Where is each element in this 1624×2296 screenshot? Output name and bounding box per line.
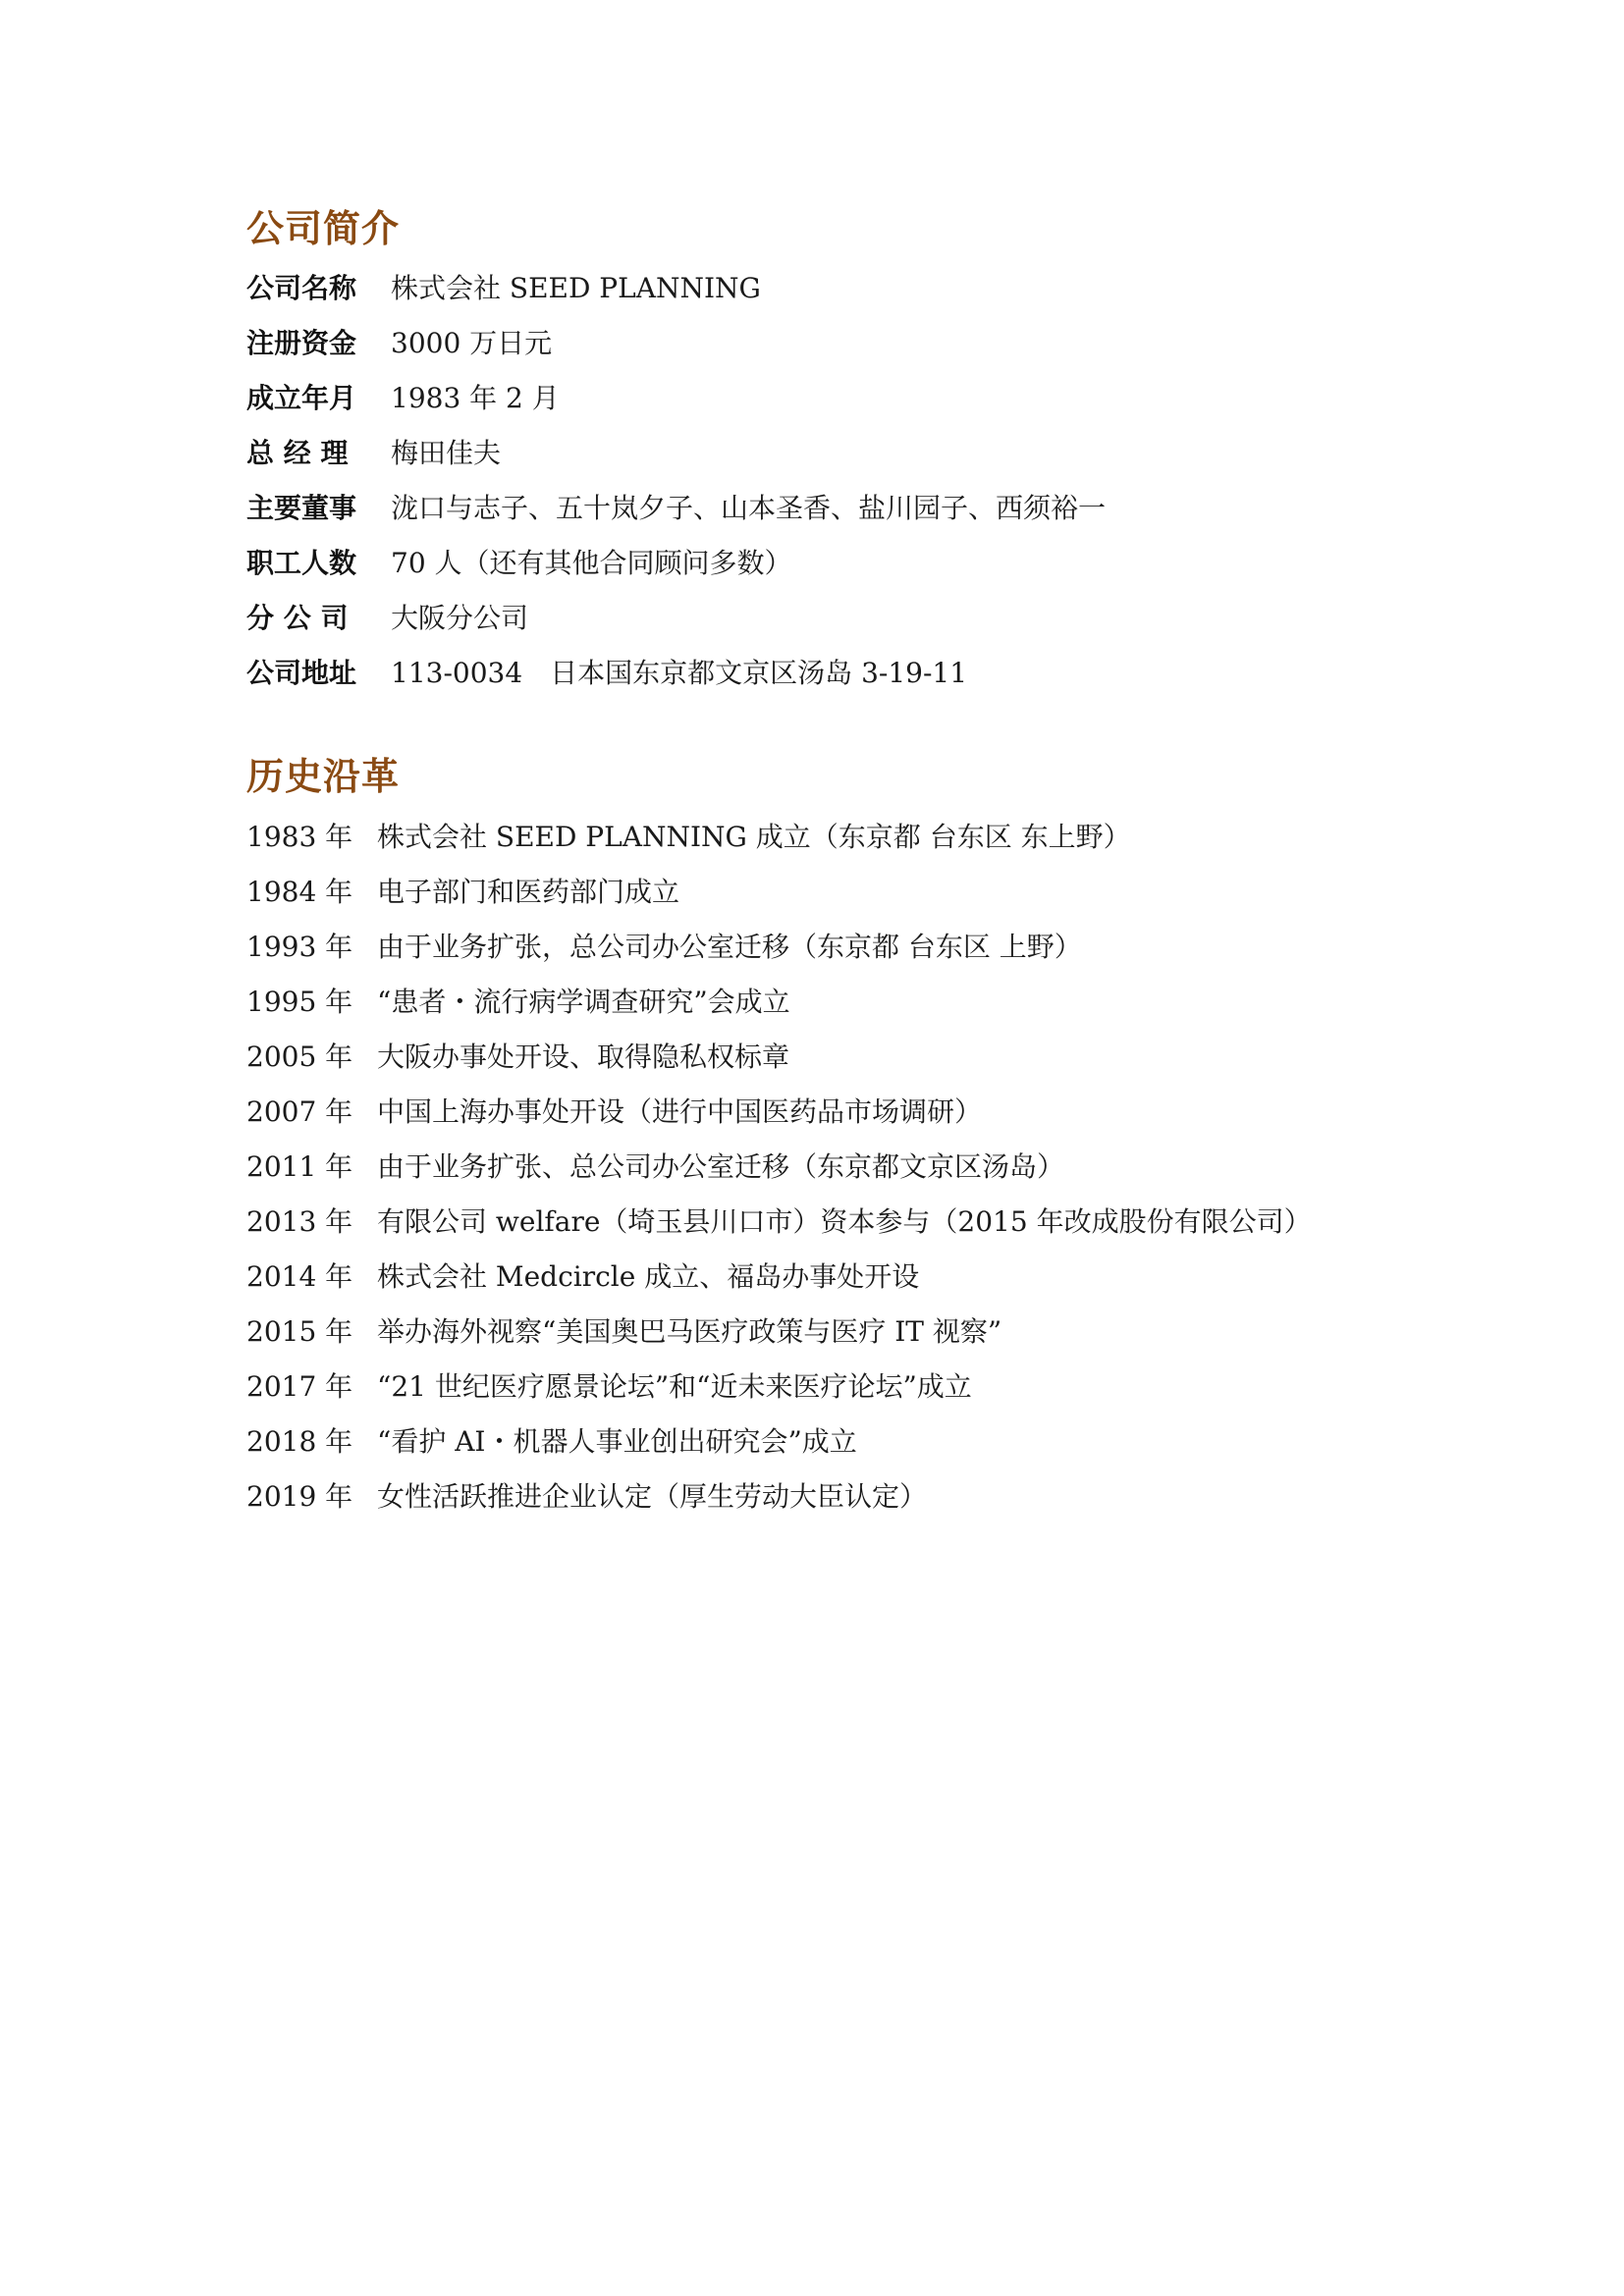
history-row [246,1413,1312,1468]
history-event: 女性活跃推进企业认定（厚生劳动大臣认定） [377,1480,928,1513]
history-year: 2011 年 [246,1150,353,1183]
profile-label: 注册资金 [246,327,357,359]
history-year: 1984 年 [246,876,353,908]
profile-label: 分 公 司 [246,602,349,634]
history-row [246,973,1312,1028]
history-year: 1995 年 [246,986,353,1018]
history-year: 2007 年 [246,1095,353,1128]
company-profile-table [246,259,1106,699]
profile-label: 主要董事 [246,492,357,524]
history-row [246,1028,1312,1083]
profile-row [246,259,1106,314]
profile-row [246,589,1106,644]
history-row [246,1248,1312,1303]
history-year: 1983 年 [246,821,353,853]
profile-value: 1983 年 2 月 [391,382,560,414]
history-year: 2018 年 [246,1425,353,1458]
history-year: 2017 年 [246,1370,353,1403]
profile-value: 3000 万日元 [391,327,553,359]
history-row [246,1138,1312,1193]
history-row [246,1303,1312,1358]
history-event: 株式会社 SEED PLANNING 成立（东京都 台东区 东上野） [377,821,1131,853]
history-event: 电子部门和医药部门成立 [377,876,680,908]
profile-row [246,644,1106,699]
history-event: “患者・流行病学调查研究”会成立 [377,986,790,1018]
profile-label: 成立年月 [246,382,357,414]
profile-row [246,534,1106,589]
history-year: 2019 年 [246,1480,353,1513]
history-event: 有限公司 welfare（埼玉县川口市）资本参与（2015 年改成股份有限公司） [377,1205,1312,1238]
history-event: 中国上海办事处开设（进行中国医药品市场调研） [377,1095,983,1128]
profile-row [246,424,1106,479]
history-event: “21 世纪医疗愿景论坛”和“近未来医疗论坛”成立 [377,1370,972,1403]
history-year: 2013 年 [246,1205,353,1238]
history-year: 2015 年 [246,1315,353,1348]
profile-row [246,369,1106,424]
history-event: 由于业务扩张、总公司办公室迁移（东京都文京区汤岛） [377,1150,1065,1183]
profile-label: 公司名称 [246,272,357,304]
company-profile-heading: 公司简介 [246,207,401,250]
profile-label: 总 经 理 [246,437,349,469]
history-event: 由于业务扩张，总公司办公室迁移（东京都 台东区 上野） [377,931,1082,963]
profile-value: 株式会社 SEED PLANNING [391,272,761,304]
profile-value: 梅田佳夫 [391,437,502,469]
profile-label: 职工人数 [246,547,357,579]
profile-value: 113-0034 日本国东京都文京区汤岛 3-19-11 [391,657,968,689]
profile-value: 大阪分公司 [391,602,529,634]
history-row [246,1193,1312,1248]
history-row [246,1468,1312,1522]
history-event: 举办海外视察“美国奥巴马医疗政策与医疗 IT 视察” [377,1315,1002,1348]
history-heading: 历史沿革 [246,755,401,798]
profile-value: 70 人（还有其他合同顾问多数） [391,547,792,579]
profile-row [246,314,1106,369]
history-year: 2014 年 [246,1260,353,1293]
history-event: 株式会社 Medcircle 成立、福岛办事处开设 [377,1260,920,1293]
history-row [246,1083,1312,1138]
history-event: “看护 AI・机器人事业创出研究会”成立 [377,1425,857,1458]
history-row [246,1358,1312,1413]
history-row [246,863,1312,918]
history-year: 1993 年 [246,931,353,963]
history-row [246,808,1312,863]
history-event: 大阪办事处开设、取得隐私权标章 [377,1041,790,1073]
profile-row [246,479,1106,534]
profile-label: 公司地址 [246,657,357,689]
history-row [246,918,1312,973]
history-year: 2005 年 [246,1041,353,1073]
profile-value: 泷口与志子、五十岚夕子、山本圣香、盐川园子、西须裕一 [391,492,1107,524]
history-list [246,808,1312,1522]
